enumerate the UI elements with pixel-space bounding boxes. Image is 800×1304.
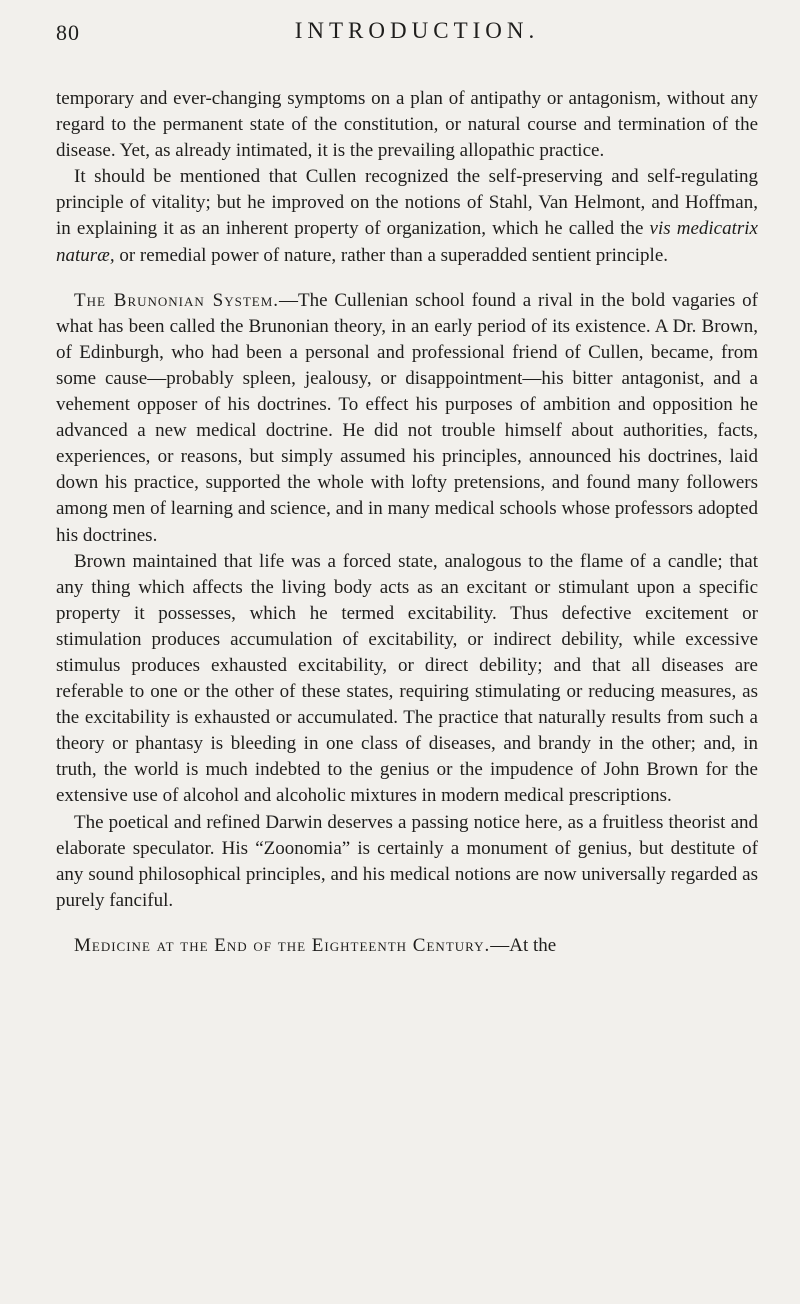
running-title: INTRODUCTION. <box>294 18 540 43</box>
page-number: 80 <box>56 20 80 45</box>
paragraph-darwin: The poetical and refined Darwin deserves a passing notice here, as a fruitless theorist and elaborate speculator. His “Zoonomia” is certainly a monument of genius, but destitute of any sound philosophical principles, and his medical notions are now universally regarded as purely fanciful. <box>56 811 758 911</box>
section-heading: The Brunonian System. <box>74 289 280 311</box>
running-head <box>56 0 758 60</box>
section-brunonian-system: The Brunonian System.—The Cullenian school found a rival in the bold vagaries of what has been called the Brunonian theory, in an early period of its existence. A Dr. Brown, of Edinburgh, who had been a personal and professional friend of Cullen, became, from some cause—probably spleen, jealousy, or disappointment—his bitter antagonist, and a vehement opposer of his doctrines. To effect his purposes of ambition and opposition he advanced a new medical doctrine. He did not trouble himself about authorities, facts, experiences, or reasons, but simply assumed his principles, announced his doctrines, laid down his practice, supported the whole with lofty pretensions, and found many followers among men of learning and science, and in many medical schools whose professors adopted his doctrines. <box>56 289 758 546</box>
section-heading: Medicine at the End of the Eighteenth Century. <box>74 934 491 956</box>
body-text <box>56 86 758 959</box>
paragraph-cullen-vitality: It should be mentioned that Cullen recognized the self-preserving and self-regulating principle of vitality; but he improved on the notions of Stahl, Van Helmont, and Hoffman, in explaining it as an inherent property of organization, which he called the vis medicatrix naturæ, or remedial power of nature, rather than a superadded sentient principle. <box>56 166 758 266</box>
section-eighteenth-century: Medicine at the End of the Eighteenth Century.—At the <box>74 934 557 956</box>
latin-phrase: vis medicatrix naturæ, <box>56 218 758 266</box>
paragraph-continuation: temporary and ever-changing symptoms on a plan of antipathy or antagonism, without any regard to the permanent state of the constitution, or natural course and termination of the disease. Yet, as already intimated, it is the prevailing allopathic practice. <box>56 88 758 162</box>
paragraph-brown-theory: Brown maintained that life was a forced state, analogous to the flame of a candle; that any thing which affects the living body acts as an excitant or stimulant upon a specific property it possesses, which he termed excitability. Thus defective excitement or stimulation produces accumulation of excitability, or indirect debility, while excessive stimulus produces exhausted excitability, or direct debility; and that all diseases are referable to one or the other of these states, requiring stimulating or reducing measures, as the excitability is exhausted or accumulated. The practice that naturally results from such a theory or phantasy is bleeding in one class of diseases, and brandy in the other; and, in truth, the world is much indebted to the genius or the impudence of John Brown for the extensive use of alcohol and alcoholic mixtures in modern medical prescriptions. <box>56 550 758 807</box>
